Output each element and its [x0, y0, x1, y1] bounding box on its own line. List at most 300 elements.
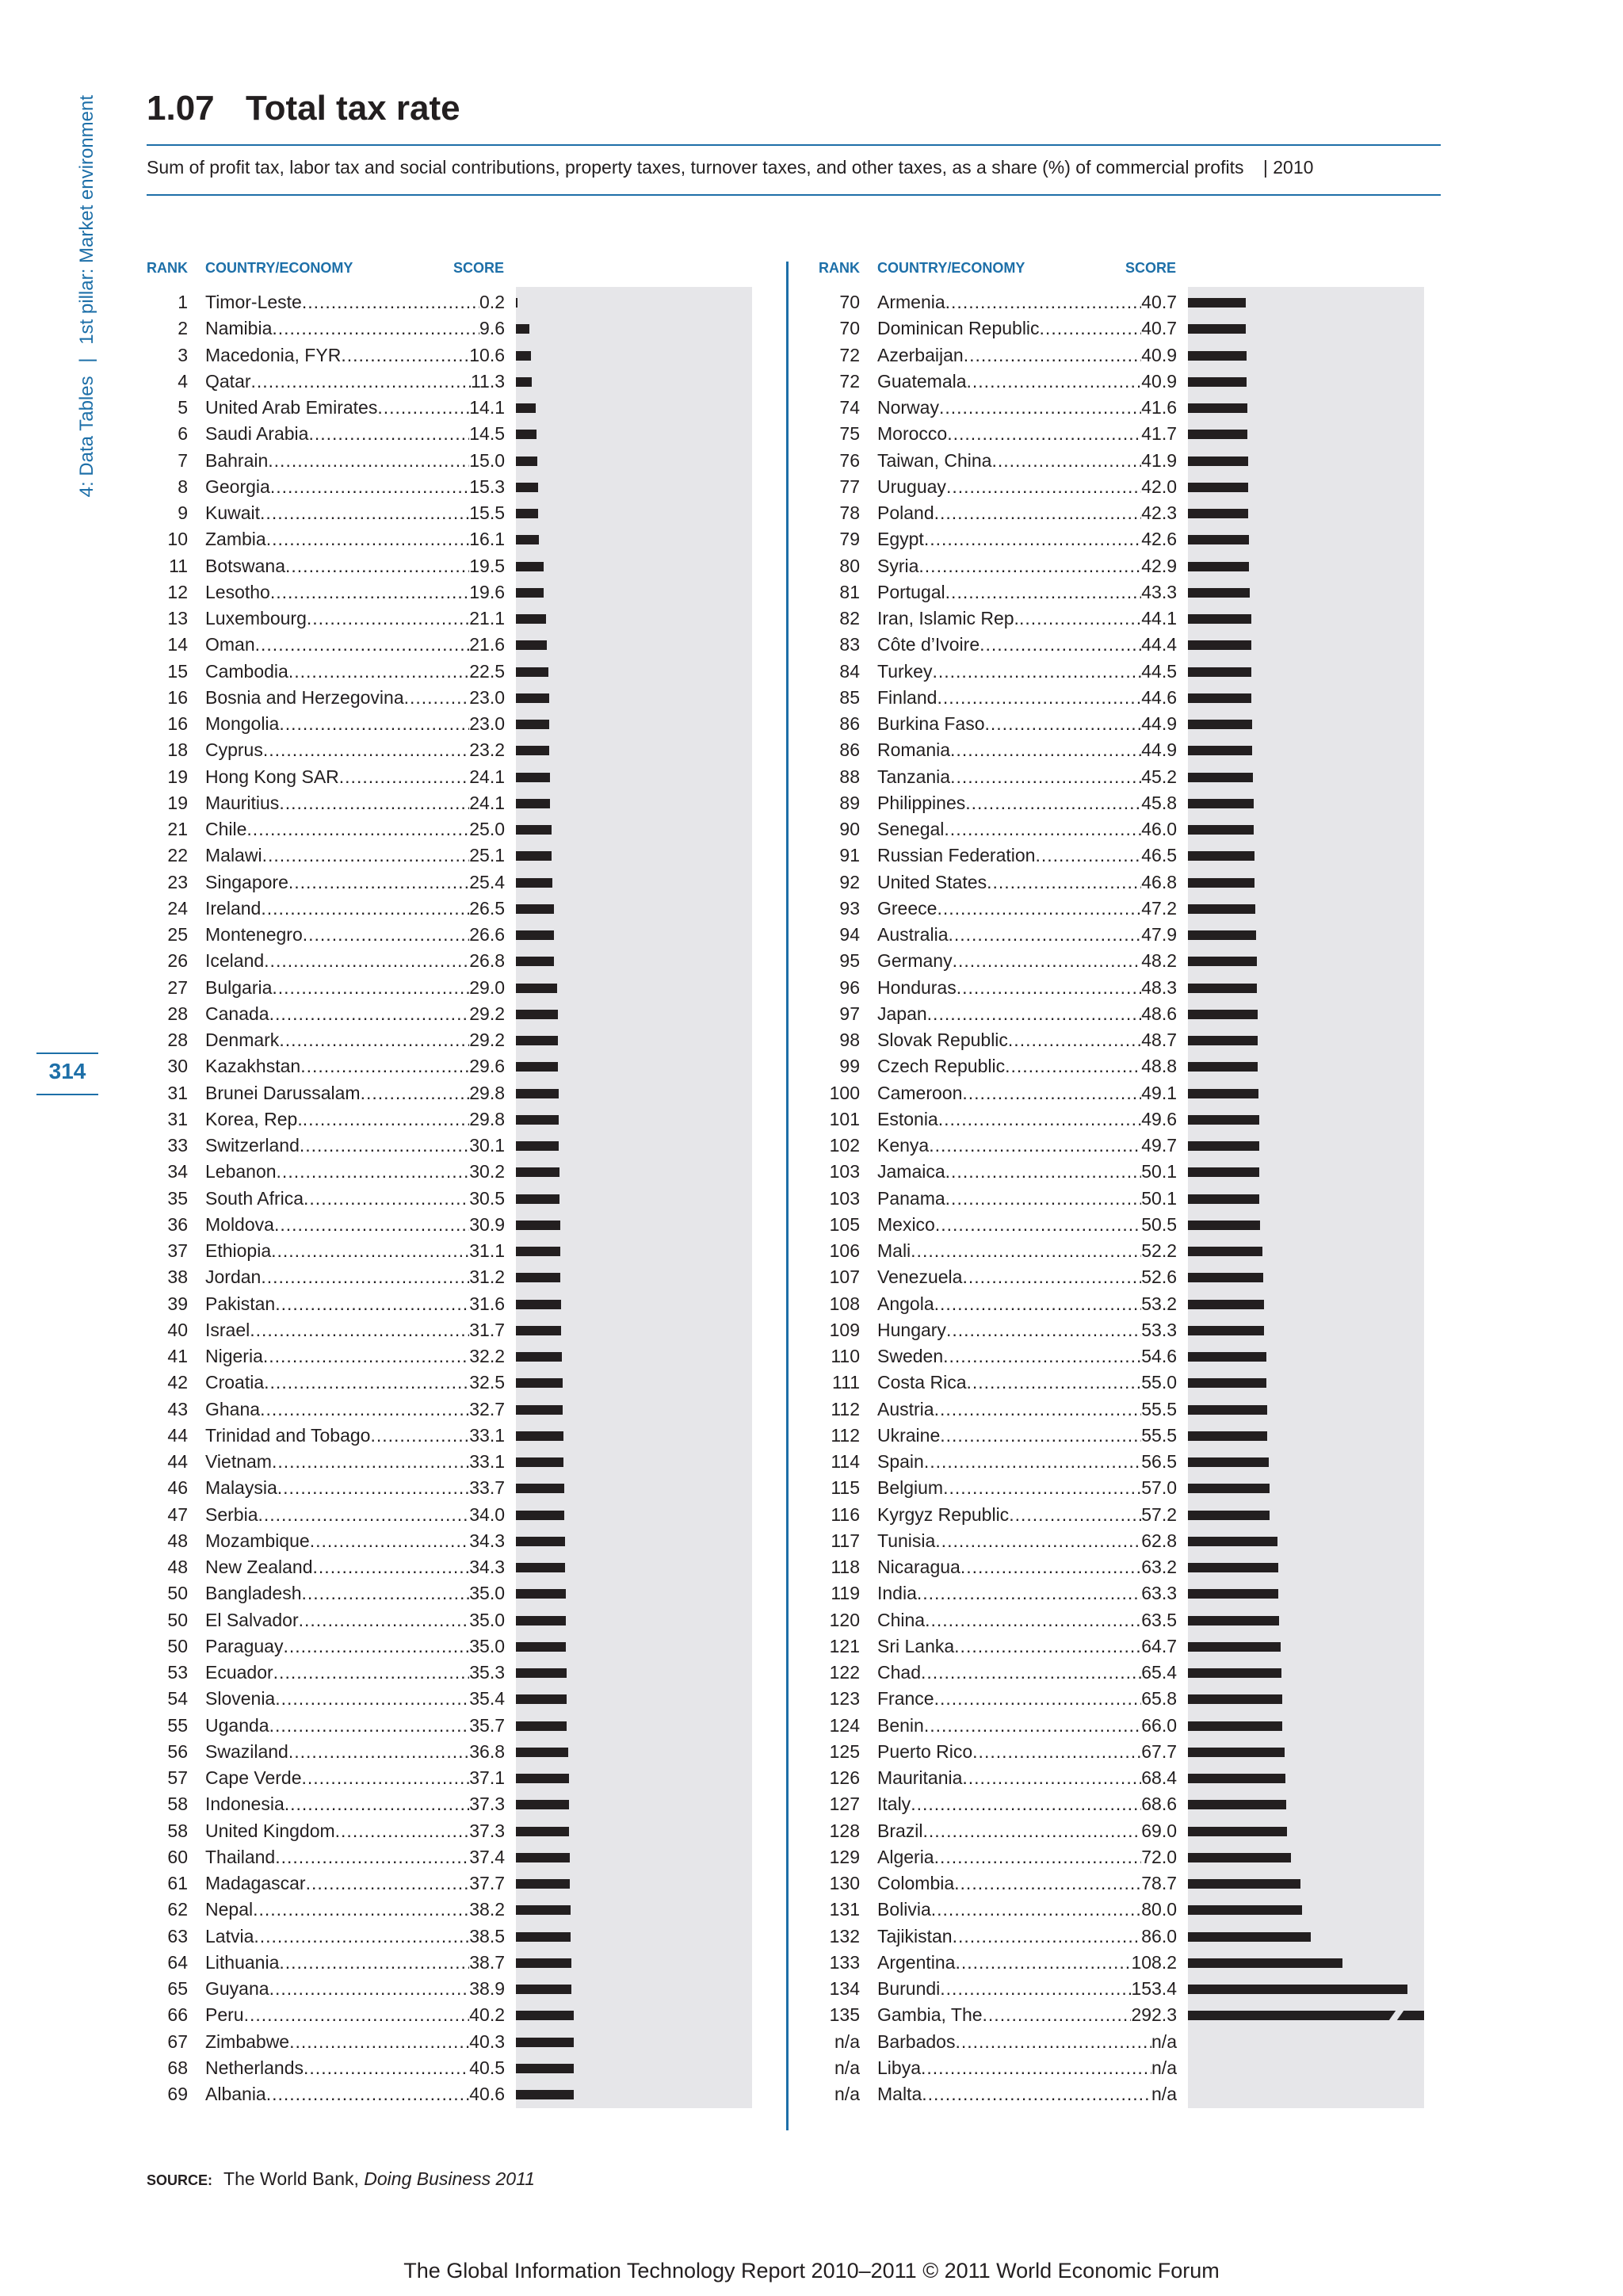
country-name: Serbia — [205, 1503, 258, 1525]
score-bar — [516, 799, 550, 808]
table-row — [147, 2081, 752, 2107]
header-rule-top — [147, 144, 1441, 146]
score-bar — [516, 693, 549, 703]
score-value: 40.2 — [469, 2004, 505, 2026]
country-name: Honduras — [877, 976, 957, 998]
score-bar — [516, 483, 538, 492]
table-row — [147, 474, 752, 500]
score-value: 29.0 — [469, 976, 505, 998]
country-name: Moldova — [205, 1213, 274, 1235]
country-score-cell — [205, 1502, 505, 1528]
score-value: 22.5 — [469, 660, 505, 682]
rank-cell: 72 — [839, 370, 860, 392]
leader-dots — [940, 1976, 1131, 2002]
country-score-cell — [205, 1950, 505, 1976]
table-row — [147, 1713, 752, 1739]
rank-cell: 126 — [829, 1767, 860, 1788]
country-name: Azerbaijan — [877, 344, 964, 365]
score-value: 35.0 — [469, 1635, 505, 1656]
leader-dots — [962, 1264, 1141, 1290]
table-row — [147, 1844, 752, 1870]
score-bar — [1188, 1853, 1291, 1862]
score-value: 23.2 — [469, 739, 505, 761]
score-bar — [1188, 1721, 1282, 1731]
score-value: 45.8 — [1141, 792, 1177, 813]
leader-dots — [1040, 315, 1142, 342]
country-score-cell — [877, 1053, 1177, 1079]
score-value: 40.7 — [1141, 318, 1177, 339]
leader-dots — [299, 1607, 470, 1633]
table-row — [147, 421, 752, 447]
rank-cell: 48 — [167, 1530, 188, 1551]
leader-dots — [935, 1212, 1141, 1238]
table-row — [147, 2055, 752, 2081]
country-score-cell — [205, 1317, 505, 1343]
score-value: 50.1 — [1141, 1187, 1177, 1209]
score-value: 42.3 — [1141, 502, 1177, 523]
country-name: Chile — [205, 819, 247, 839]
score-bar — [516, 746, 549, 755]
rank-cell: 81 — [839, 581, 860, 602]
country-name: Benin — [877, 1714, 924, 1736]
score-bar — [516, 1247, 560, 1256]
rank-cell: 22 — [167, 845, 188, 866]
country-score-cell — [205, 1396, 505, 1423]
table-row — [819, 421, 1424, 447]
country-name: Namibia — [205, 318, 273, 339]
score-bar — [516, 1326, 561, 1335]
rank-cell: 109 — [829, 1319, 860, 1340]
rank-cell: 30 — [167, 1056, 188, 1077]
country-name: Malaysia — [205, 1477, 277, 1499]
table-row — [147, 816, 752, 842]
score-bar — [1188, 1800, 1286, 1809]
score-bar — [516, 984, 557, 993]
score-bar — [516, 509, 538, 518]
table-row — [147, 1502, 752, 1528]
country-name: Paraguay — [205, 1635, 284, 1656]
leader-dots — [948, 922, 1141, 948]
score-value: 64.7 — [1141, 1635, 1177, 1656]
rank-cell: 44 — [167, 1424, 188, 1446]
country-score-cell — [877, 421, 1177, 447]
score-bar — [516, 430, 537, 439]
score-bar — [1188, 957, 1257, 966]
table-row — [819, 1844, 1424, 1870]
score-value: 33.1 — [469, 1424, 505, 1446]
score-value: 30.5 — [469, 1187, 505, 1209]
score-bar — [516, 930, 554, 940]
rank-cell: 50 — [167, 1635, 188, 1656]
leader-dots — [922, 2081, 1151, 2107]
score-bar — [516, 1010, 558, 1019]
country-name: Latvia — [205, 1925, 254, 1946]
score-value: 55.5 — [1141, 1424, 1177, 1446]
table-row — [819, 816, 1424, 842]
country-score-cell — [205, 2029, 505, 2055]
rank-cell: 50 — [167, 1583, 188, 1604]
score-value: 37.1 — [469, 1767, 505, 1788]
score-value: 32.5 — [469, 1372, 505, 1393]
score-bar — [1188, 1405, 1267, 1415]
score-value: 32.2 — [469, 1346, 505, 1366]
score-value: 35.7 — [469, 1714, 505, 1736]
table-row — [147, 1765, 752, 1791]
rank-cell: n/a — [834, 2057, 860, 2078]
score-value: 30.1 — [469, 1135, 505, 1156]
score-value: 55.0 — [1141, 1372, 1177, 1393]
country-name: Jamaica — [877, 1161, 945, 1182]
score-value: 46.0 — [1141, 819, 1177, 839]
country-name: Ghana — [205, 1398, 261, 1419]
rank-cell: 65 — [167, 1978, 188, 1999]
country-score-cell — [877, 369, 1177, 395]
rank-cell: 86 — [839, 739, 860, 761]
leader-dots — [261, 896, 469, 922]
score-bar — [516, 1642, 566, 1652]
score-bar — [516, 1511, 564, 1520]
table-row — [147, 1159, 752, 1185]
score-value: 38.5 — [469, 1925, 505, 1946]
leader-dots — [938, 1106, 1142, 1133]
score-bar — [516, 904, 554, 914]
country-name: Japan — [877, 1003, 927, 1024]
score-bar — [1188, 1115, 1259, 1125]
country-name: Vietnam — [205, 1451, 272, 1472]
leader-dots — [303, 1106, 469, 1133]
leader-dots — [285, 553, 469, 579]
country-score-cell — [205, 1475, 505, 1501]
leader-dots — [966, 1370, 1141, 1396]
country-score-cell — [205, 632, 505, 658]
leader-dots — [308, 421, 469, 447]
rank-cell: 129 — [829, 1846, 860, 1867]
rank-cell: 122 — [829, 1662, 860, 1683]
country-score-cell — [205, 1053, 505, 1079]
leader-dots — [1019, 606, 1141, 632]
score-bar — [1188, 773, 1253, 782]
country-score-cell — [877, 1897, 1177, 1923]
score-bar — [1188, 1879, 1300, 1889]
rank-cell: 1 — [178, 292, 188, 312]
table-row — [819, 553, 1424, 579]
rank-cell: 89 — [839, 792, 860, 813]
table-row — [147, 1238, 752, 1264]
table-row — [819, 685, 1424, 711]
country-name: Hong Kong SAR — [205, 766, 339, 787]
score-value: 31.1 — [469, 1240, 505, 1261]
country-score-cell — [205, 342, 505, 369]
country-score-cell — [205, 1897, 505, 1923]
column-divider — [786, 262, 789, 2130]
score-bar — [1188, 614, 1251, 624]
score-value: 15.0 — [469, 449, 505, 471]
score-value: 23.0 — [469, 686, 505, 708]
rank-cell: 58 — [167, 1794, 188, 1815]
leader-dots — [955, 2029, 1151, 2055]
table-row — [819, 1870, 1424, 1897]
table-row — [147, 1791, 752, 1817]
score-bar — [516, 1194, 559, 1204]
leader-dots — [946, 1317, 1141, 1343]
rank-cell: 48 — [167, 1557, 188, 1577]
score-bar — [516, 1932, 571, 1942]
score-bar — [516, 614, 546, 624]
country-name: Brazil — [877, 1820, 923, 1841]
rank-cell: 121 — [829, 1635, 860, 1656]
country-name: Gambia, The — [877, 2004, 983, 2026]
country-score-cell — [877, 896, 1177, 922]
country-score-cell — [877, 1739, 1177, 1765]
country-name: Colombia — [877, 1873, 955, 1893]
country-name: Mozambique — [205, 1530, 310, 1551]
rank-cell: 12 — [167, 581, 188, 602]
country-name: Ecuador — [205, 1662, 273, 1683]
leader-dots — [304, 1186, 469, 1212]
country-name: Uganda — [205, 1714, 269, 1736]
table-row — [147, 1106, 752, 1133]
country-name: Tunisia — [877, 1530, 936, 1551]
leader-dots — [269, 1713, 470, 1739]
table-row — [819, 1317, 1424, 1343]
country-name: Romania — [877, 739, 951, 761]
score-value: 16.1 — [469, 529, 505, 550]
country-score-cell — [205, 1924, 505, 1950]
score-bar — [1188, 1537, 1277, 1546]
rank-cell: 108 — [829, 1293, 860, 1314]
score-value: 48.3 — [1141, 976, 1177, 998]
country-name: Hungary — [877, 1319, 946, 1340]
leader-dots — [244, 2002, 470, 2028]
country-name: Lithuania — [205, 1951, 280, 1973]
score-value: 153.4 — [1131, 1978, 1177, 1999]
table-row — [147, 1370, 752, 1396]
score-value: 63.3 — [1141, 1583, 1177, 1604]
leader-dots — [279, 790, 469, 816]
country-score-cell — [877, 474, 1177, 500]
country-name: Australia — [877, 924, 949, 945]
country-score-cell — [877, 1554, 1177, 1580]
rank-cell: 19 — [167, 766, 188, 787]
score-value: 46.8 — [1141, 871, 1177, 892]
rank-cell: 31 — [167, 1108, 188, 1129]
table-row — [147, 1607, 752, 1633]
country-score-cell — [877, 395, 1177, 421]
table-row — [819, 1765, 1424, 1791]
table-row — [147, 1133, 752, 1159]
table-row — [147, 1053, 752, 1079]
rank-cell: 70 — [839, 318, 860, 339]
leader-dots — [253, 1897, 469, 1923]
table-row — [819, 764, 1424, 790]
country-name: Lebanon — [205, 1161, 277, 1182]
rank-cell: 55 — [167, 1714, 188, 1736]
score-value: 37.3 — [469, 1794, 505, 1815]
score-bar — [1188, 825, 1254, 835]
score-bar — [516, 2038, 574, 2047]
leader-dots — [946, 474, 1141, 500]
country-name: Mexico — [877, 1213, 935, 1235]
leader-dots — [275, 1291, 469, 1317]
score-value: 30.2 — [469, 1161, 505, 1182]
score-bar — [1188, 351, 1247, 361]
score-bar — [1188, 1141, 1259, 1151]
leader-dots — [934, 1844, 1142, 1870]
leader-dots — [251, 369, 471, 395]
score-bar — [516, 1405, 563, 1415]
rank-cell: 24 — [167, 897, 188, 919]
table-row — [819, 448, 1424, 474]
country-score-cell — [877, 659, 1177, 685]
table-row — [147, 606, 752, 632]
score-value: 49.7 — [1141, 1135, 1177, 1156]
score-value: 40.9 — [1141, 370, 1177, 392]
country-score-cell — [205, 1844, 505, 1870]
score-value: 34.0 — [469, 1503, 505, 1525]
score-value: 40.9 — [1141, 344, 1177, 365]
country-score-cell — [877, 1686, 1177, 1712]
score-bar — [516, 1668, 567, 1678]
country-name: Ukraine — [877, 1424, 941, 1446]
leader-dots — [377, 395, 469, 421]
score-bar — [1188, 1300, 1264, 1309]
table-row — [819, 869, 1424, 896]
rank-cell: 117 — [831, 1530, 860, 1551]
rank-cell: 7 — [178, 449, 188, 471]
leader-dots — [404, 685, 470, 711]
leader-dots — [929, 1133, 1141, 1159]
score-value: 53.3 — [1141, 1319, 1177, 1340]
country-score-cell — [205, 1818, 505, 1844]
score-value: 14.5 — [469, 423, 505, 445]
country-name: Nigeria — [205, 1346, 263, 1366]
score-value: 26.6 — [469, 924, 505, 945]
country-score-cell — [205, 315, 505, 342]
country-score-cell — [205, 1580, 505, 1606]
leader-dots — [935, 1528, 1141, 1554]
rank-cell: 94 — [839, 924, 860, 945]
table-number: 1.07 — [147, 89, 215, 128]
leader-dots — [279, 1950, 469, 1976]
leader-dots — [274, 1212, 469, 1238]
rank-cell: 88 — [839, 766, 860, 787]
country-name: Pakistan — [205, 1293, 276, 1314]
score-value: 25.4 — [469, 871, 505, 892]
score-value: 66.0 — [1141, 1714, 1177, 1736]
leader-dots — [967, 369, 1142, 395]
score-bar — [516, 1721, 567, 1731]
table-row — [819, 1739, 1424, 1765]
subtitle-year: | 2010 — [1262, 157, 1314, 178]
country-score-cell — [877, 1818, 1177, 1844]
leader-dots — [246, 816, 469, 842]
leader-dots — [285, 1791, 469, 1817]
score-value: 69.0 — [1141, 1820, 1177, 1841]
table-row — [819, 1212, 1424, 1238]
country-score-cell — [877, 315, 1177, 342]
score-value: 35.3 — [469, 1662, 505, 1683]
score-bar — [1188, 1616, 1279, 1626]
country-name: Dominican Republic — [877, 318, 1040, 339]
table-row — [147, 1317, 752, 1343]
score-bar — [516, 1167, 559, 1177]
country-score-cell — [205, 1370, 505, 1396]
score-value: 15.3 — [469, 476, 505, 497]
table-row — [819, 1080, 1424, 1106]
source-title: Doing Business 2011 — [364, 2168, 535, 2189]
table-row — [819, 395, 1424, 421]
leader-dots — [258, 1502, 469, 1528]
country-score-cell — [205, 526, 505, 552]
country-name: Denmark — [205, 1030, 280, 1050]
country-name: Ethiopia — [205, 1240, 272, 1261]
leader-dots — [934, 1396, 1142, 1423]
leader-dots — [313, 1554, 470, 1580]
table-row — [147, 842, 752, 869]
country-score-cell — [877, 1449, 1177, 1475]
score-bar — [1188, 1511, 1270, 1520]
country-name: Morocco — [877, 423, 948, 445]
score-bar — [1188, 1827, 1287, 1836]
leader-dots — [924, 1713, 1141, 1739]
table-row — [147, 1027, 752, 1053]
score-value: 45.2 — [1141, 766, 1177, 787]
score-bar — [1188, 1589, 1278, 1599]
score-bar — [1188, 1563, 1278, 1572]
leader-dots — [945, 579, 1142, 606]
country-name: Georgia — [205, 476, 270, 497]
country-name: Germany — [877, 950, 953, 972]
country-name: Israel — [205, 1319, 250, 1340]
score-bar — [516, 1431, 563, 1441]
country-score-cell — [877, 1264, 1177, 1290]
rank-cell: 103 — [829, 1161, 860, 1182]
country-name: Armenia — [877, 292, 945, 312]
country-name: Algeria — [877, 1846, 934, 1867]
table-row — [819, 1502, 1424, 1528]
score-bar — [1188, 878, 1254, 888]
country-score-cell — [205, 896, 505, 922]
leader-dots — [272, 975, 469, 1001]
left-score-header: SCORE — [453, 260, 505, 276]
leader-dots — [279, 711, 469, 737]
table-row — [819, 474, 1424, 500]
score-value: 41.9 — [1141, 449, 1177, 471]
score-value: 31.2 — [469, 1266, 505, 1288]
country-score-cell — [877, 553, 1177, 579]
score-value: 29.2 — [469, 1003, 505, 1024]
page-number-rule-bottom — [36, 1094, 98, 1095]
leader-dots — [991, 448, 1141, 474]
rank-cell: 44 — [167, 1451, 188, 1472]
rank-cell: 63 — [167, 1925, 188, 1946]
score-bar — [1188, 1642, 1281, 1652]
leader-dots — [917, 1580, 1141, 1606]
country-name: Uruguay — [877, 476, 946, 497]
rank-cell: 37 — [167, 1240, 188, 1261]
score-value: 35.4 — [469, 1688, 505, 1710]
rank-cell: 23 — [167, 871, 188, 892]
country-score-cell — [877, 1502, 1177, 1528]
country-score-cell — [205, 790, 505, 816]
rank-cell: 91 — [839, 845, 860, 866]
table-row — [819, 1186, 1424, 1212]
leader-dots — [307, 606, 469, 632]
score-value: 44.9 — [1141, 713, 1177, 734]
score-value: 65.8 — [1141, 1688, 1177, 1710]
country-score-cell — [205, 1264, 505, 1290]
table-row — [819, 1396, 1424, 1423]
